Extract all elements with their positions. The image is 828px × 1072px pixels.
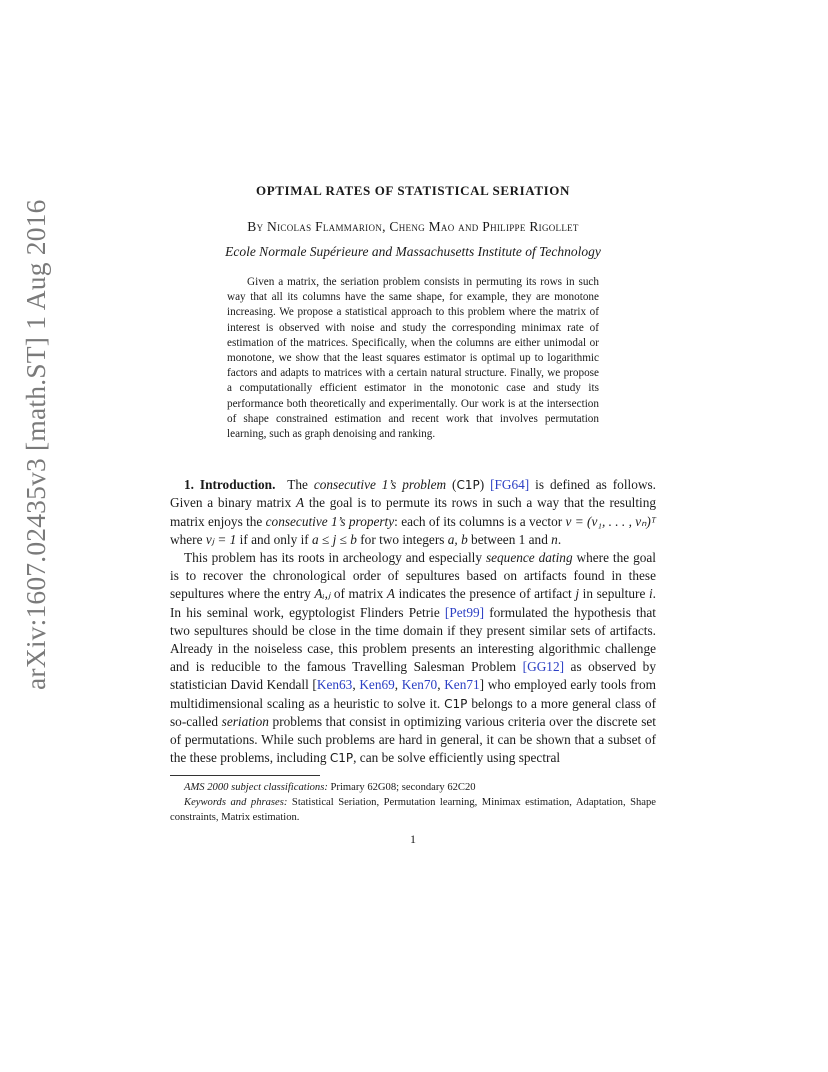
section-heading: 1. Introduction. <box>184 477 276 493</box>
emphasis-term: seriation <box>221 713 269 729</box>
text-run: ] who employed early tools from multidimensional scaling as a heuristic to solve it. <box>170 677 656 711</box>
footnote-divider <box>170 775 320 776</box>
text-run: of matrix <box>330 586 387 602</box>
emphasis-term: consecutive 1’s property <box>265 513 395 529</box>
math-symbol: A <box>386 586 395 602</box>
text-run: , <box>394 677 402 693</box>
page-number: 1 <box>410 832 416 847</box>
footnotes <box>170 780 656 825</box>
intro-paragraph-1 <box>170 476 656 549</box>
citation-link[interactable]: Ken71 <box>444 677 480 693</box>
citation-link[interactable]: [Pet99] <box>444 604 485 620</box>
footnote-text: Primary 62G08; secondary 62C20 <box>327 782 476 794</box>
acronym-c1p: C1P <box>444 696 468 711</box>
text-run: , <box>437 677 445 693</box>
math-expression: Aᵢ,ⱼ <box>314 586 331 602</box>
text-run: is defined as follows. Given a binary matrix <box>170 477 656 511</box>
affiliation: Ecole Normale Supérieure and Massachusetts Institute of Technology <box>225 244 601 259</box>
author-list: By Nicolas Flammarion, Cheng Mao and Philippe Rigollet <box>247 219 579 234</box>
text-run: indicates the presence of artifact <box>395 586 576 602</box>
text-run: where the goal is to recover the chronological order of sepultures based on artifacts found in these sepultures where the entry <box>170 550 656 602</box>
text-run: between 1 and <box>467 531 552 547</box>
text-run: if and only if <box>236 531 313 547</box>
paper-title: OPTIMAL RATES OF STATISTICAL SERIATION <box>256 183 570 198</box>
arxiv-side-stamp <box>20 199 51 690</box>
emphasis-term: sequence dating <box>485 550 573 566</box>
text-run: , can be solve efficiently using spectral <box>353 750 561 766</box>
text-run: formulated the hypothesis that two sepultures should be close in the time domain if they present similar sets of artifacts. Already in the noiseless case, this problem presents an interesting algorithmic challenge and is reducible to the famous Travelling Salesman Problem <box>170 604 657 675</box>
math-expression: a ≤ j ≤ b <box>312 531 357 547</box>
math-expression: v = (v₁, . . . , vₙ)ᵀ <box>565 513 656 529</box>
text-run: ) <box>479 477 491 493</box>
text-run: in sepulture <box>579 586 649 602</box>
text-run: problems that consist in optimizing various criteria over the discrete set of permutations. While such problems are hard in general, it can be shown that a subset of the these problems, including <box>170 713 656 766</box>
acronym-c1p: C1P <box>456 478 480 493</box>
text-run: . <box>557 531 562 547</box>
footnote-label: AMS 2000 subject classifications: <box>184 782 328 794</box>
citation-link[interactable]: Ken70 <box>401 677 438 693</box>
text-run: the goal is to permute its rows in such a way that the resulting matrix enjoys the <box>170 495 657 529</box>
text-run: where <box>170 531 206 547</box>
math-symbol: i <box>648 586 653 602</box>
text-run: This problem has its roots in archeology and especially <box>184 550 486 566</box>
arxiv-identifier: arXiv:1607.02435v3 [math.ST] 1 Aug 2016 <box>20 199 51 690</box>
text-run: The <box>287 477 314 493</box>
text-run: : each of its columns is a vector <box>394 513 566 529</box>
citation-link[interactable]: [FG64] <box>490 477 530 493</box>
msc-footnote <box>170 780 656 795</box>
math-expression: a, b <box>447 531 468 547</box>
abstract: Given a matrix, the seriation problem consists in permuting its rows in such way that all its columns have the same shape, for example, they are monotone increasing. We propose a statistical approach to this problem where the matrix of interest is observed with noise and study the corresponding minimax rate of estimation of the matrices. Specifically, when the columns are either unimodal or monotone, we show that the least squares estimator is optimal up to logarithmic factors and adapts to matrices with a certain natural structure. Finally, we propose a computationally efficient estimator in the monotonic case and study its performance both theoretically and experimentally. Our work is at the intersection of shape constrained estimation and recent work that involves permutation learning, such as graph denoising and ranking. <box>227 276 599 441</box>
footnote-text: Statistical Seriation, Permutation learning, Minimax estimation, Adaptation, Shape constraints, Matrix estimation. <box>170 797 656 824</box>
footnote-label: Keywords and phrases: <box>184 797 288 809</box>
math-symbol: A <box>295 495 305 511</box>
citation-link[interactable]: Ken63 <box>316 677 353 693</box>
text-run: belongs to a more general class of so-called <box>170 695 657 729</box>
paper-page <box>170 180 656 847</box>
math-symbol: n <box>551 531 558 547</box>
introduction-section <box>170 476 656 767</box>
math-symbol: j <box>575 586 580 602</box>
acronym-c1p: C1P <box>329 751 354 766</box>
citation-link[interactable]: [GG12] <box>522 659 565 675</box>
text-run: for two integers <box>356 531 448 547</box>
text-run: as observed by statistician David Kendall [ <box>170 659 656 693</box>
keywords-footnote <box>170 795 656 825</box>
text-run: ( <box>446 477 457 493</box>
intro-paragraph-2 <box>170 549 656 767</box>
text-run: . In his seminal work, egyptologist Flinders Petrie <box>170 586 656 620</box>
text-run: , <box>352 677 360 693</box>
math-expression: vⱼ = 1 <box>205 531 237 547</box>
emphasis-term: consecutive 1’s problem <box>313 477 447 493</box>
citation-link[interactable]: Ken69 <box>359 677 395 693</box>
